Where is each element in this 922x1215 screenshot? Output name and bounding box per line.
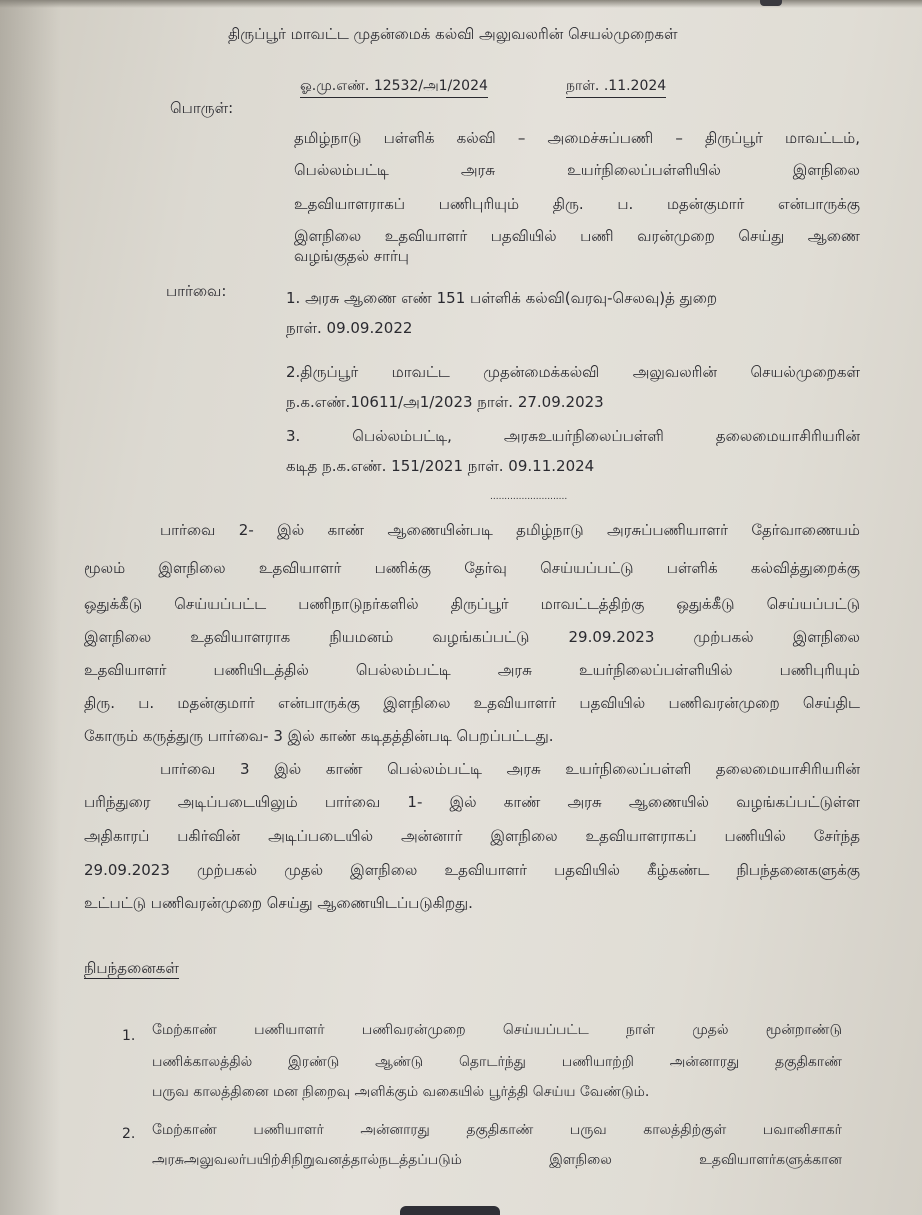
condition-line: அரசுஅலுவலர்பயிற்சிநிறுவனத்தால்நடத்தப்படும் இளநிலை உதவியாளர்களுக்கான bbox=[152, 1152, 842, 1168]
subject-line: வழங்குதல் சார்பு bbox=[294, 247, 409, 265]
reference-number: ஓ.மு.எண். 12532/அ1/2024 bbox=[300, 76, 488, 98]
body-line: 29.09.2023 முற்பகல் முதல் இளநிலை உதவியாளர் பதவியில் கீழ்கண்ட நிபந்தனைகளுக்கு bbox=[84, 861, 860, 879]
reference-line: கடித ந.க.எண். 151/2021 நாள். 09.11.2024 bbox=[286, 457, 595, 475]
page-top-edge bbox=[0, 0, 922, 8]
body-line: பார்வை 2- இல் காண் ஆணையின்படி தமிழ்நாடு அரசுப்பணியாளர் தேர்வாணையம் bbox=[160, 521, 860, 539]
page-shadow bbox=[0, 0, 60, 1215]
separator: ........................... bbox=[490, 492, 568, 502]
subject-line: பெல்லம்பட்டி அரசு உயர்நிலைப்பள்ளியில் இளநிலை bbox=[294, 161, 860, 179]
reference-line: நாள். 09.09.2022 bbox=[286, 319, 413, 337]
body-line: கோரும் கருத்துரு பார்வை- 3 இல் காண் கடிதத்தின்படி பெறப்பட்டது. bbox=[84, 727, 554, 745]
condition-line: மேற்காண் பணியாளர் அன்னாரது தகுதிகாண் பருவ காலத்திற்குள் பவானிசாகர் bbox=[152, 1122, 842, 1138]
subject-line: உதவியாளராகப் பணிபுரியும் திரு. ப. மதன்குமார் என்பாருக்கு bbox=[294, 195, 860, 213]
references-label: பார்வை: bbox=[166, 282, 227, 300]
condition-number: 2. bbox=[122, 1126, 136, 1142]
body-line: மூலம் இளநிலை உதவியாளர் பணிக்கு தேர்வு செய்யப்பட்டு பள்ளிக் கல்வித்துறைக்கு bbox=[84, 559, 860, 577]
body-line: உட்பட்டு பணிவரன்முறை செய்து ஆணையிடப்படுகிறது. bbox=[84, 894, 473, 912]
subject-line: இளநிலை உதவியாளர் பதவியில் பணி வரன்முறை செய்து ஆணை bbox=[294, 227, 860, 245]
reference-date: நாள். .11.2024 bbox=[566, 76, 666, 98]
body-line: ஒதுக்கீடு செய்யப்பட்ட பணிநாடுநர்களில் திருப்பூர் மாவட்டத்திற்கு ஒதுக்கீடு செய்யப்பட்டு bbox=[84, 595, 860, 613]
conditions-heading: நிபந்தனைகள் bbox=[84, 959, 179, 977]
body-line: உதவியாளர் பணியிடத்தில் பெல்லம்பட்டி அரசு உயர்நிலைப்பள்ளியில் பணிபுரியும் bbox=[84, 661, 860, 679]
body-line: பரிந்துரை அடிப்படையிலும் பார்வை 1- இல் காண் அரசு ஆணையில் வழங்கப்பட்டுள்ள bbox=[84, 793, 860, 811]
body-line: திரு. ப. மதன்குமார் என்பாருக்கு இளநிலை உதவியாளர் பதவியில் பணிவரன்முறை செய்திட bbox=[84, 694, 860, 712]
document-title: திருப்பூர் மாவட்ட முதன்மைக் கல்வி அலுவலரின் செயல்முறைகள் bbox=[228, 25, 678, 43]
reference-line: ந.க.எண்.10611/அ1/2023 நாள். 27.09.2023 bbox=[286, 393, 604, 411]
body-line: இளநிலை உதவியாளராக நியமனம் வழங்கப்பட்டு 29.09.2023 முற்பகல் இளநிலை bbox=[84, 628, 860, 646]
condition-line: பணிக்காலத்தில் இரண்டு ஆண்டு தொடர்ந்து பணியாற்றி அன்னாரது தகுதிகாண் bbox=[152, 1054, 842, 1070]
reference-line: 2.திருப்பூர் மாவட்ட முதன்மைக்கல்வி அலுவலரின் செயல்முறைகள் bbox=[286, 363, 860, 381]
reference-line: 3. பெல்லம்பட்டி, அரசுஉயர்நிலைப்பள்ளி தலைமையாசிரியரின் bbox=[286, 427, 860, 445]
condition-line: மேற்காண் பணியாளர் பணிவரன்முறை செய்யப்பட்ட நாள் முதல் மூன்றாண்டு bbox=[152, 1022, 842, 1038]
condition-number: 1. bbox=[122, 1028, 136, 1044]
body-line: அதிகாரப் பகிர்வின் அடிப்படையில் அன்னார் இளநிலை உதவியாளராகப் பணியில் சேர்ந்த bbox=[84, 827, 860, 845]
body-line: பார்வை 3 இல் காண் பெல்லம்பட்டி அரசு உயர்நிலைப்பள்ளி தலைமையாசிரியரின் bbox=[160, 760, 860, 778]
reference-line: 1. அரசு ஆணை எண் 151 பள்ளிக் கல்வி(வரவு-செலவு)த் துறை bbox=[286, 289, 718, 307]
top-edge-mark bbox=[760, 0, 782, 6]
page-bottom-mark bbox=[400, 1206, 500, 1215]
condition-line: பருவ காலத்தினை மன நிறைவு அளிக்கும் வகையில் பூர்த்தி செய்ய வேண்டும். bbox=[152, 1084, 650, 1100]
subject-label: பொருள்: bbox=[170, 99, 234, 117]
subject-line: தமிழ்நாடு பள்ளிக் கல்வி – அமைச்சுப்பணி – திருப்பூர் மாவட்டம், bbox=[294, 129, 860, 147]
